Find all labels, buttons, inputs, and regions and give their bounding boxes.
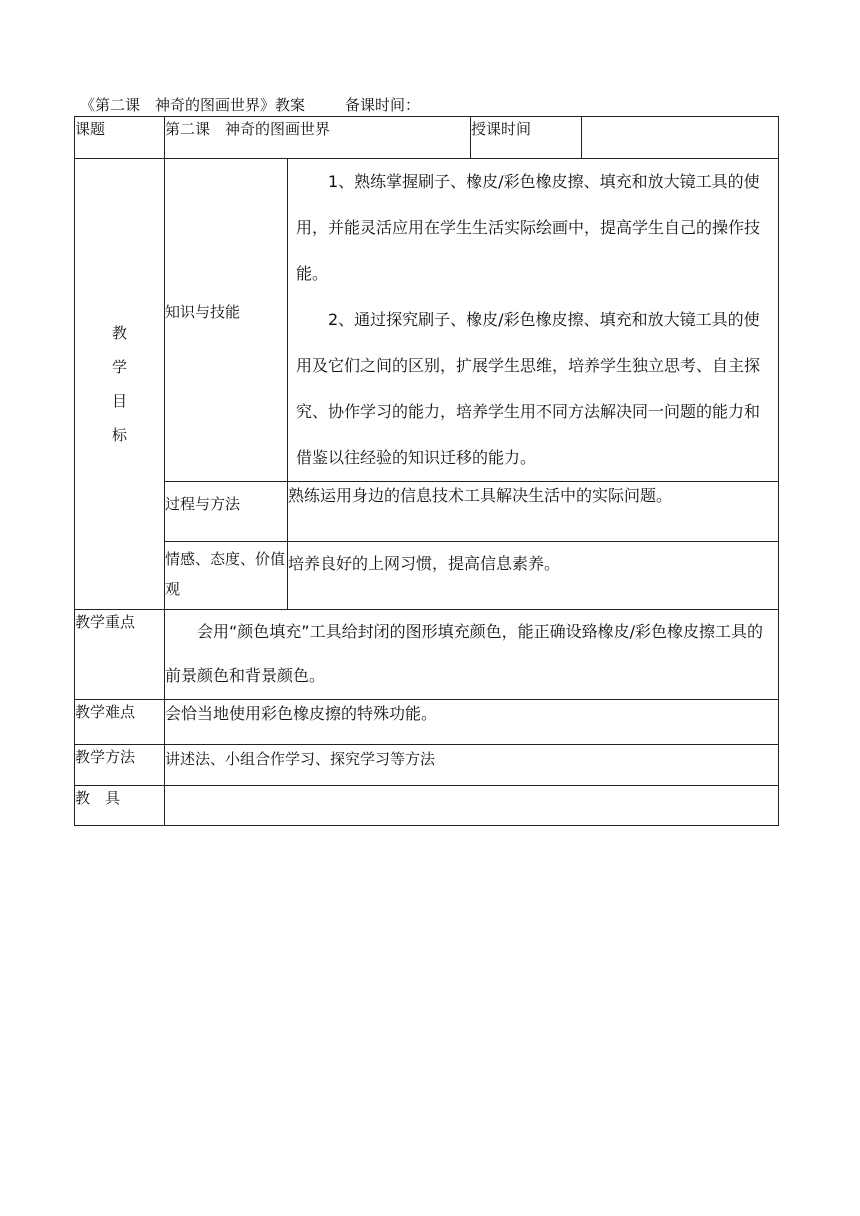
knowledge-label: 知识与技能	[165, 159, 288, 482]
class-time-value	[582, 117, 779, 159]
lesson-plan-table	[74, 116, 779, 826]
knowledge-item: 1、熟练掌握刷子、橡皮/彩色橡皮擦、填充和放大镜工具的使用，并能灵活应用在学生生活实际绘画中，提高学生自己的操作技能。	[296, 172, 761, 283]
emotion-label: 情感、态度、价值观	[165, 542, 288, 610]
prep-time-label: 备课时间：	[345, 96, 421, 114]
process-label: 过程与方法	[165, 482, 288, 542]
tools-value	[165, 786, 779, 826]
goal-char: 目	[111, 392, 127, 410]
knowledge-row	[75, 159, 779, 482]
key-point-row	[75, 610, 779, 700]
page-header	[80, 94, 420, 115]
emotion-row	[75, 542, 779, 610]
key-point-label: 教学重点	[75, 610, 165, 700]
method-label: 教学方法	[75, 745, 165, 786]
goal-char: 教	[111, 324, 127, 342]
method-value: 讲述法、小组合作学习、探究学习等方法	[165, 745, 779, 786]
difficulty-row	[75, 700, 779, 745]
difficulty-value: 会恰当地使用彩色橡皮擦的特殊功能。	[165, 700, 779, 745]
key-point-value: 会用“颜色填充”工具给封闭的图形填充颜色，能正确设臵橡皮/彩色橡皮擦工具的前景颜色和背景颜色。	[165, 610, 779, 700]
knowledge-item: 2、通过探究刷子、橡皮/彩色橡皮擦、填充和放大镜工具的使用及它们之间的区别，扩展学生思维，培养学生独立思考、自主探究、协作学习的能力，培养学生用不同方法解决同一问题的能力和借鉴以往经验的知识迁移的能力。	[296, 310, 761, 467]
teaching-goals-label	[75, 159, 165, 610]
tools-row	[75, 786, 779, 826]
goal-char: 学	[111, 358, 127, 376]
difficulty-label: 教学难点	[75, 700, 165, 745]
topic-row	[75, 117, 779, 159]
knowledge-content	[288, 159, 779, 482]
tools-label: 教 具	[75, 786, 165, 826]
method-row	[75, 745, 779, 786]
topic-value: 第二课 神奇的图画世界	[165, 117, 471, 159]
lesson-title: 《第二课 神奇的图画世界》教案	[80, 96, 306, 114]
goal-char: 标	[111, 426, 127, 444]
process-value: 熟练运用身边的信息技术工具解决生活中的实际问题。	[288, 482, 779, 542]
class-time-label: 授课时间	[471, 117, 582, 159]
emotion-value: 培养良好的上网习惯，提高信息素养。	[288, 542, 779, 610]
topic-label: 课题	[75, 117, 165, 159]
process-row	[75, 482, 779, 542]
